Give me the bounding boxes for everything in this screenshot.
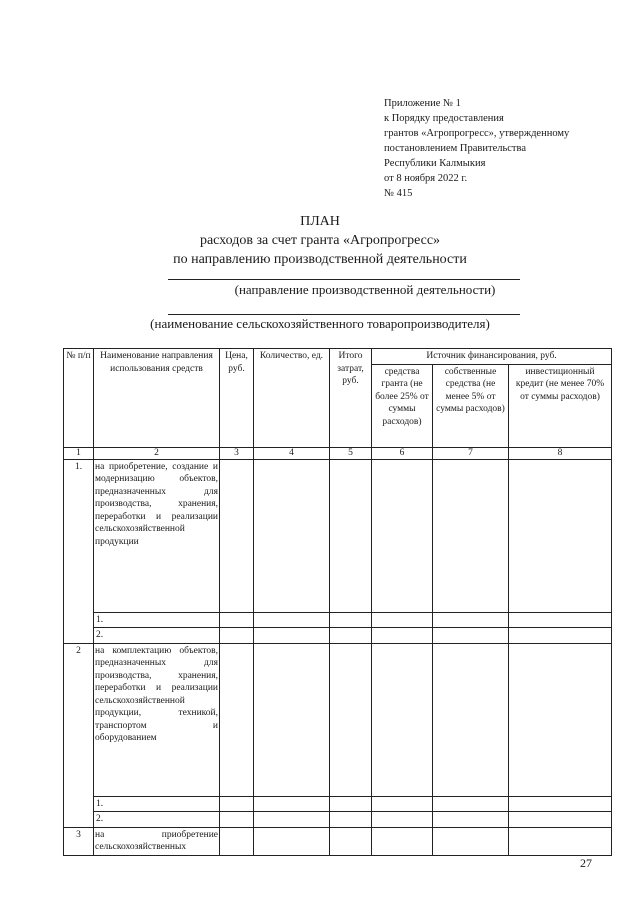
cell-price bbox=[220, 643, 254, 796]
table-subrow bbox=[64, 796, 612, 812]
cell-grant bbox=[372, 812, 433, 828]
cell-grant bbox=[372, 612, 433, 628]
cell-total bbox=[330, 459, 372, 612]
table-subrow bbox=[64, 812, 612, 828]
subrow-num: 1. bbox=[94, 612, 220, 628]
cell-total bbox=[330, 796, 372, 812]
cell-price bbox=[220, 459, 254, 612]
subrow-num: 1. bbox=[94, 796, 220, 812]
cell-own bbox=[433, 796, 509, 812]
direction-blank-line bbox=[168, 279, 520, 280]
cell-price bbox=[220, 628, 254, 644]
column-number-row bbox=[64, 447, 612, 459]
cell-credit bbox=[509, 796, 612, 812]
cell-credit bbox=[509, 812, 612, 828]
producer-blank-line bbox=[168, 314, 520, 315]
header-own: собственные средства (не менее 5% от суммы расходов) bbox=[433, 364, 509, 447]
cell-grant bbox=[372, 643, 433, 796]
header-price: Цена, руб. bbox=[220, 349, 254, 448]
col-number: 1 bbox=[64, 447, 94, 459]
row-num: 3 bbox=[64, 827, 94, 855]
cell-credit bbox=[509, 612, 612, 628]
header-num: № п/п bbox=[64, 349, 94, 448]
cell-own bbox=[433, 827, 509, 855]
row-num: 2 bbox=[64, 643, 94, 827]
table-row bbox=[64, 459, 612, 612]
cell-qty bbox=[254, 628, 330, 644]
col-number: 6 bbox=[372, 447, 433, 459]
appendix-line: № 415 bbox=[384, 188, 413, 199]
appendix-line: постановлением Правительства bbox=[384, 143, 527, 154]
table-row bbox=[64, 827, 612, 855]
table-row bbox=[64, 643, 612, 796]
col-number: 4 bbox=[254, 447, 330, 459]
cell-own bbox=[433, 459, 509, 612]
cell-own bbox=[433, 812, 509, 828]
direction-caption: (направление производственной деятельности) bbox=[234, 282, 496, 297]
cell-price bbox=[220, 812, 254, 828]
row-name: на приобретение сельскохозяйственных bbox=[94, 827, 220, 855]
table-header-row bbox=[64, 349, 612, 365]
table-subrow bbox=[64, 612, 612, 628]
row-num: 1. bbox=[64, 459, 94, 643]
col-number: 8 bbox=[509, 447, 612, 459]
cell-qty bbox=[254, 643, 330, 796]
col-number: 7 bbox=[433, 447, 509, 459]
header-qty: Количество, ед. bbox=[254, 349, 330, 448]
subrow-num: 2. bbox=[94, 628, 220, 644]
cell-grant bbox=[372, 827, 433, 855]
cell-own bbox=[433, 643, 509, 796]
document-subtitle-direction: по направлению производственной деятельности bbox=[173, 252, 467, 267]
cell-qty bbox=[254, 459, 330, 612]
producer-caption: (наименование сельскохозяйственного товаропроизводителя) bbox=[150, 316, 490, 331]
header-total: Итого затрат, руб. bbox=[330, 349, 372, 448]
table-subrow bbox=[64, 628, 612, 644]
cell-price bbox=[220, 827, 254, 855]
appendix-line: грантов «Агропрогресс», утвержденному bbox=[384, 128, 570, 139]
cell-total bbox=[330, 612, 372, 628]
header-credit: инвестиционный кредит (не менее 70% от суммы расходов) bbox=[509, 364, 612, 447]
cell-credit bbox=[509, 643, 612, 796]
cell-qty bbox=[254, 812, 330, 828]
cell-total bbox=[330, 827, 372, 855]
appendix-line: от 8 ноября 2022 г. bbox=[384, 173, 468, 184]
cell-total bbox=[330, 643, 372, 796]
cell-total bbox=[330, 812, 372, 828]
header-name: Наименование направления использования средств bbox=[94, 349, 220, 448]
col-number: 2 bbox=[94, 447, 220, 459]
cell-total bbox=[330, 628, 372, 644]
cell-credit bbox=[509, 827, 612, 855]
cell-own bbox=[433, 612, 509, 628]
appendix-line: Приложение № 1 bbox=[384, 98, 461, 109]
appendix-block bbox=[384, 96, 624, 201]
cell-grant bbox=[372, 796, 433, 812]
page-number: 27 bbox=[580, 856, 592, 870]
row-name: на комплектацию объектов, предназначенных для производства, хранения, переработки и реализации сельскохозяйственной продукции, техникой, транспортом и оборудованием bbox=[94, 643, 220, 796]
cell-credit bbox=[509, 628, 612, 644]
cell-qty bbox=[254, 612, 330, 628]
header-source: Источник финансирования, руб. bbox=[372, 349, 612, 365]
expense-plan-table bbox=[63, 348, 612, 856]
cell-grant bbox=[372, 459, 433, 612]
cell-qty bbox=[254, 827, 330, 855]
subrow-num: 2. bbox=[94, 812, 220, 828]
document-title: ПЛАН bbox=[300, 214, 340, 229]
header-grant: средства гранта (не более 25% от суммы расходов) bbox=[372, 364, 433, 447]
row-name: на приобретение, создание и модернизацию объектов, предназначенных для производства, хранения, переработки и реализации сельскохозяйственной продукции bbox=[94, 459, 220, 612]
cell-qty bbox=[254, 796, 330, 812]
appendix-line: к Порядку предоставления bbox=[384, 113, 504, 124]
cell-grant bbox=[372, 628, 433, 644]
col-number: 5 bbox=[330, 447, 372, 459]
cell-own bbox=[433, 628, 509, 644]
cell-price bbox=[220, 612, 254, 628]
document-subtitle: расходов за счет гранта «Агропрогресс» bbox=[199, 233, 441, 248]
cell-credit bbox=[509, 459, 612, 612]
cell-price bbox=[220, 796, 254, 812]
col-number: 3 bbox=[220, 447, 254, 459]
appendix-line: Республики Калмыкия bbox=[384, 158, 486, 169]
